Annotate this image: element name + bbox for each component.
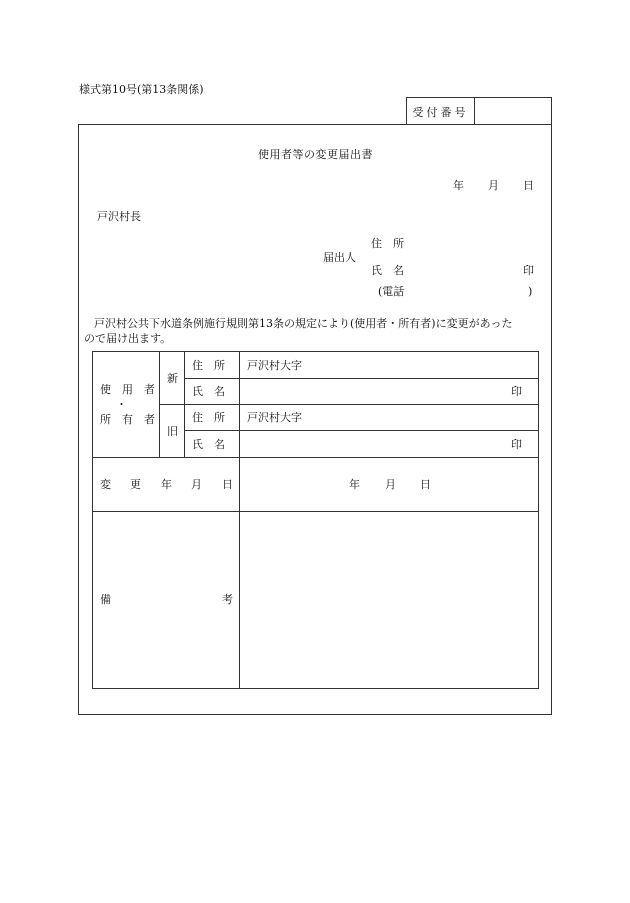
change-date-day: 日 — [420, 478, 431, 491]
receipt-number-box — [406, 97, 552, 125]
table-divider — [184, 378, 538, 379]
date-day: 日 — [523, 179, 534, 192]
body-text-line1: 戸沢村公共下水道条例施行規則第13条の規定により(使用者・所有者)に変更があった — [94, 317, 513, 330]
new-address-value[interactable]: 戸沢村大字 — [247, 359, 302, 372]
old-label: 旧 — [167, 425, 178, 438]
party-label-owner: 所 有 者 — [100, 413, 155, 426]
body-text-line2: ので届け出ます。 — [84, 332, 172, 345]
change-table — [92, 351, 539, 689]
old-address-value[interactable]: 戸沢村大字 — [247, 411, 302, 424]
change-date-year: 年 — [349, 478, 360, 491]
old-address-label: 住 所 — [192, 411, 225, 424]
new-name-seal: 印 — [511, 385, 522, 398]
addressee: 戸沢村長 — [97, 210, 141, 223]
change-date-label-char: 月 — [191, 478, 202, 491]
change-date-label-char: 年 — [161, 478, 172, 491]
receipt-number-label: 受付番号 — [407, 98, 475, 125]
party-label-dot: ・ — [116, 398, 127, 411]
applicant-phone-open: (電話 — [378, 285, 405, 298]
change-date-label-char: 日 — [222, 478, 233, 491]
applicant-phone-close: ) — [528, 285, 533, 298]
date-year: 年 — [453, 179, 464, 192]
applicant-address-label: 住 所 — [371, 237, 404, 250]
old-name-label: 氏 名 — [192, 438, 225, 451]
party-label-user: 使 用 者 — [100, 383, 155, 396]
applicant-name-label: 氏 名 — [371, 264, 404, 277]
date-month: 月 — [488, 179, 499, 192]
new-address-label: 住 所 — [192, 359, 225, 372]
change-date-label-char: 変 — [100, 478, 111, 491]
remarks-field[interactable] — [240, 512, 536, 687]
applicant-seal: 印 — [523, 264, 534, 277]
remarks-label-char: 考 — [222, 593, 233, 606]
table-divider — [159, 404, 538, 405]
applicant-label: 届出人 — [323, 251, 356, 264]
form-number: 様式第10号(第13条関係) — [79, 83, 204, 96]
change-date-label-char: 更 — [130, 478, 141, 491]
page-title: 使用者等の変更届出書 — [258, 148, 373, 161]
new-name-label: 氏 名 — [192, 385, 225, 398]
remarks-label-char: 備 — [100, 593, 111, 606]
receipt-number-field[interactable] — [474, 98, 552, 125]
new-label: 新 — [167, 372, 178, 385]
change-date-month: 月 — [385, 478, 396, 491]
table-divider — [184, 430, 538, 431]
table-divider — [93, 457, 538, 458]
old-name-seal: 印 — [511, 438, 522, 451]
